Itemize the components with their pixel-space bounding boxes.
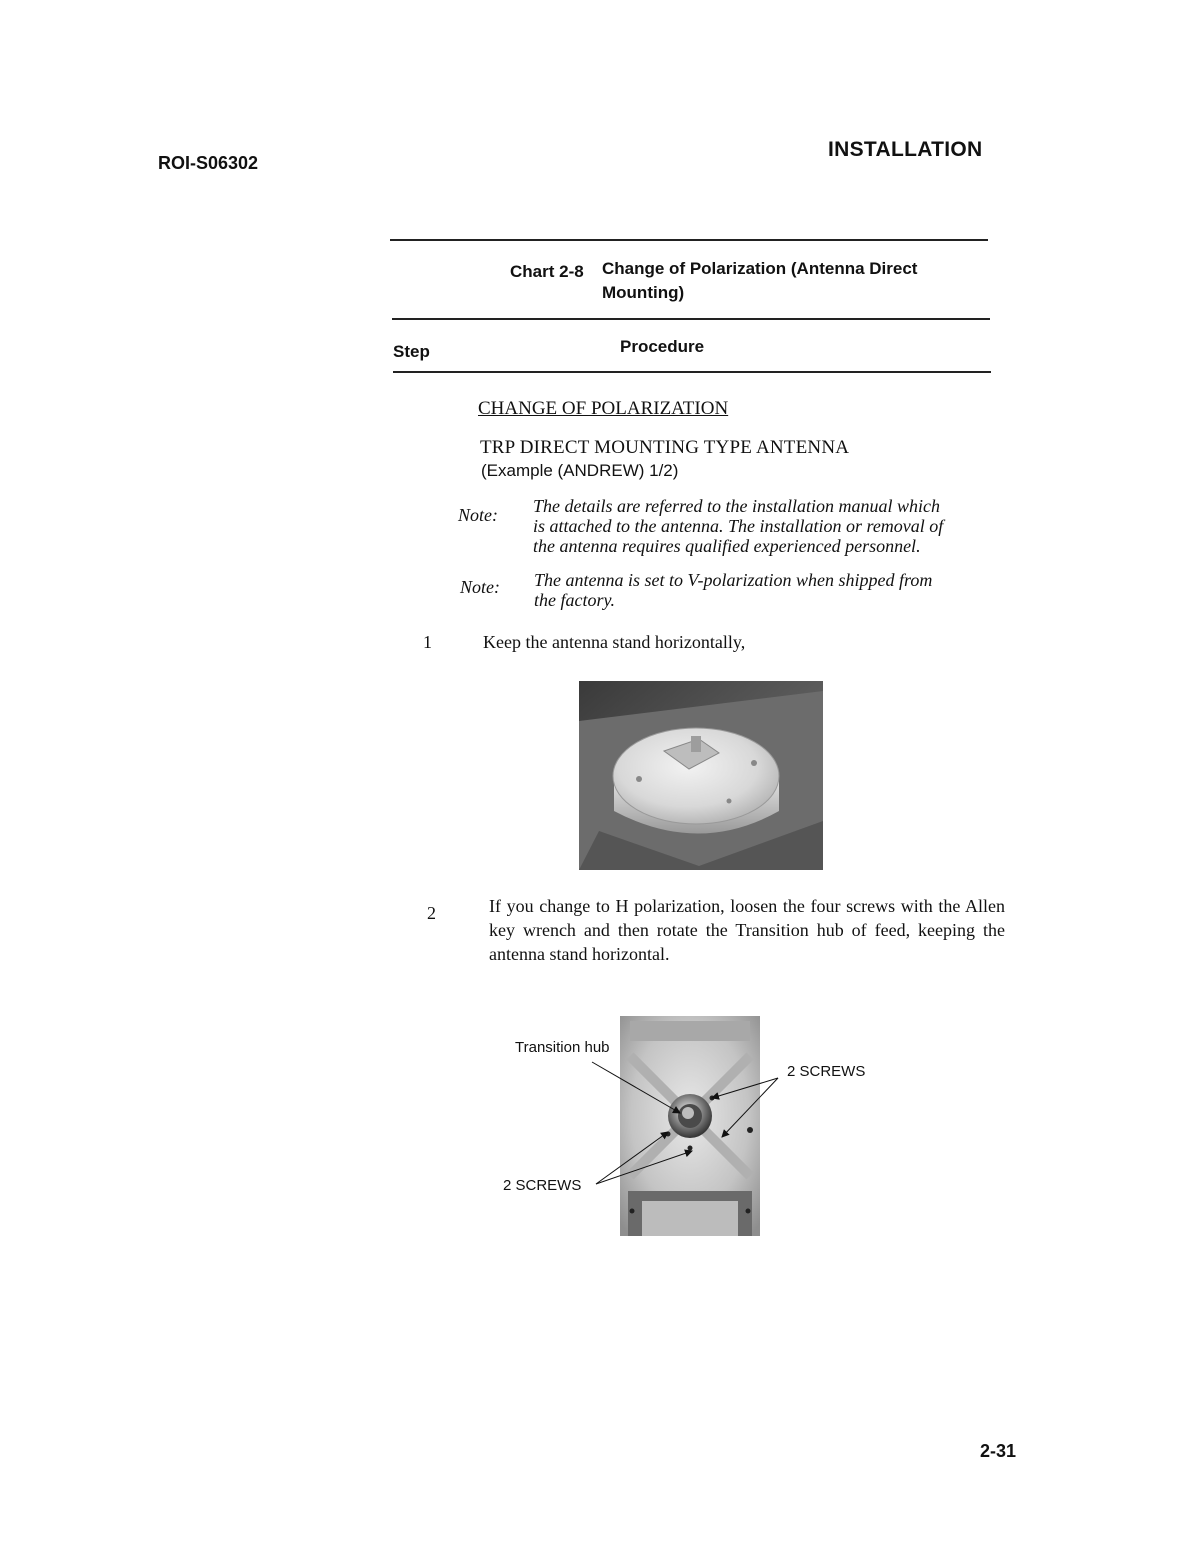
column-header-procedure: Procedure	[620, 337, 705, 356]
note-line: The antenna is set to V-polarization when shipped from	[534, 570, 933, 590]
screws-label-left: 2 SCREWS	[503, 1177, 582, 1194]
note-line: The details are referred to the installation manual which	[533, 496, 940, 516]
note-text	[534, 570, 999, 610]
step-text: Keep the antenna stand horizontally,	[483, 632, 746, 652]
procedure-heading: CHANGE OF POLARIZATION	[478, 398, 729, 419]
table-body-rule	[393, 371, 991, 373]
chart-title-line-1: Change of Polarization (Antenna Direct	[602, 259, 918, 278]
page-number: 2-31	[980, 1441, 1017, 1461]
section-title: INSTALLATION	[828, 138, 983, 161]
note-text	[533, 496, 998, 556]
antenna-type-heading: TRP DIRECT MOUNTING TYPE ANTENNA	[480, 437, 850, 458]
screws-label-right: 2 SCREWS	[787, 1063, 866, 1080]
table-header-rule	[392, 318, 990, 320]
antenna-stand-photo	[579, 681, 823, 870]
step-number: 2	[427, 903, 436, 923]
chart-title	[602, 257, 962, 305]
note-label: Note:	[458, 505, 498, 525]
note-label: Note:	[460, 577, 500, 597]
column-header-step: Step	[393, 342, 430, 361]
example-label: (Example (ANDREW) 1/2)	[481, 461, 679, 480]
transition-hub-label: Transition hub	[515, 1039, 610, 1056]
note-line: the factory.	[534, 590, 615, 610]
note-line: the antenna requires qualified experienced personnel.	[533, 536, 921, 556]
note-line: is attached to the antenna. The installation or removal of	[533, 516, 944, 536]
document-id: ROI-S06302	[158, 153, 259, 173]
chart-title-line-2: Mounting)	[602, 283, 685, 302]
step-text: If you change to H polarization, loosen the four screws with the Allen key wrench and then rotate the Transition hub of feed, keeping the antenna stand horizontal.	[489, 896, 1005, 964]
transition-hub-photo	[620, 1016, 760, 1236]
step-number: 1	[423, 632, 432, 652]
chart-number: Chart 2-8	[510, 262, 584, 281]
table-top-rule	[390, 239, 988, 241]
